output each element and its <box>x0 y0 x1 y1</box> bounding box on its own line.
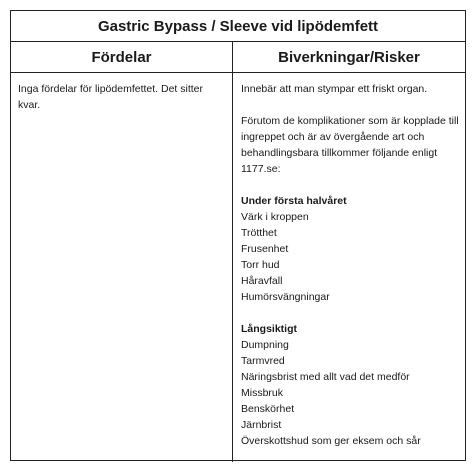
body-row <box>11 73 465 462</box>
long-term-list <box>241 337 459 449</box>
spacer <box>241 305 459 321</box>
header-row <box>11 42 465 73</box>
list-item: Frusenhet <box>241 243 289 255</box>
list-item: Överskottshud som ger eksem och sår <box>241 435 421 447</box>
long-term-heading: Långsiktigt <box>241 323 298 335</box>
comparison-table <box>10 10 466 461</box>
list-item: Värk i kroppen <box>241 211 309 223</box>
benefits-cell <box>11 73 233 462</box>
first-half-year-heading: Under första halvåret <box>241 195 347 207</box>
table-title: Gastric Bypass / Sleeve vid lipödemfett <box>11 11 465 42</box>
list-item: Näringsbrist med allt vad det medför <box>241 371 410 383</box>
header-risks: Biverkningar/Risker <box>278 48 420 66</box>
list-item: Tarmvred <box>241 355 285 367</box>
benefits-text: Inga fördelar för lipödemfettet. Det sitter kvar. <box>18 83 204 111</box>
spacer <box>241 97 459 113</box>
complications-text: Förutom de komplikationer som är kopplade till ingreppet och är av övergående art och behandlingsbara tillkommer följande enligt 1177.se: <box>241 115 459 175</box>
list-item: Håravfall <box>241 275 283 287</box>
spacer <box>241 177 459 193</box>
list-item: Dumpning <box>241 339 289 351</box>
list-item: Humörsvängningar <box>241 291 330 303</box>
first-half-year-list <box>241 209 459 305</box>
header-benefits: Fördelar <box>11 42 233 72</box>
list-item: Benskörhet <box>241 403 295 415</box>
risks-intro: Innebär att man stympar ett friskt organ. <box>241 83 428 95</box>
list-item: Missbruk <box>241 387 284 399</box>
list-item: Trötthet <box>241 227 277 239</box>
list-item: Torr hud <box>241 259 280 271</box>
risks-cell <box>233 73 465 462</box>
list-item: Järnbrist <box>241 419 282 431</box>
